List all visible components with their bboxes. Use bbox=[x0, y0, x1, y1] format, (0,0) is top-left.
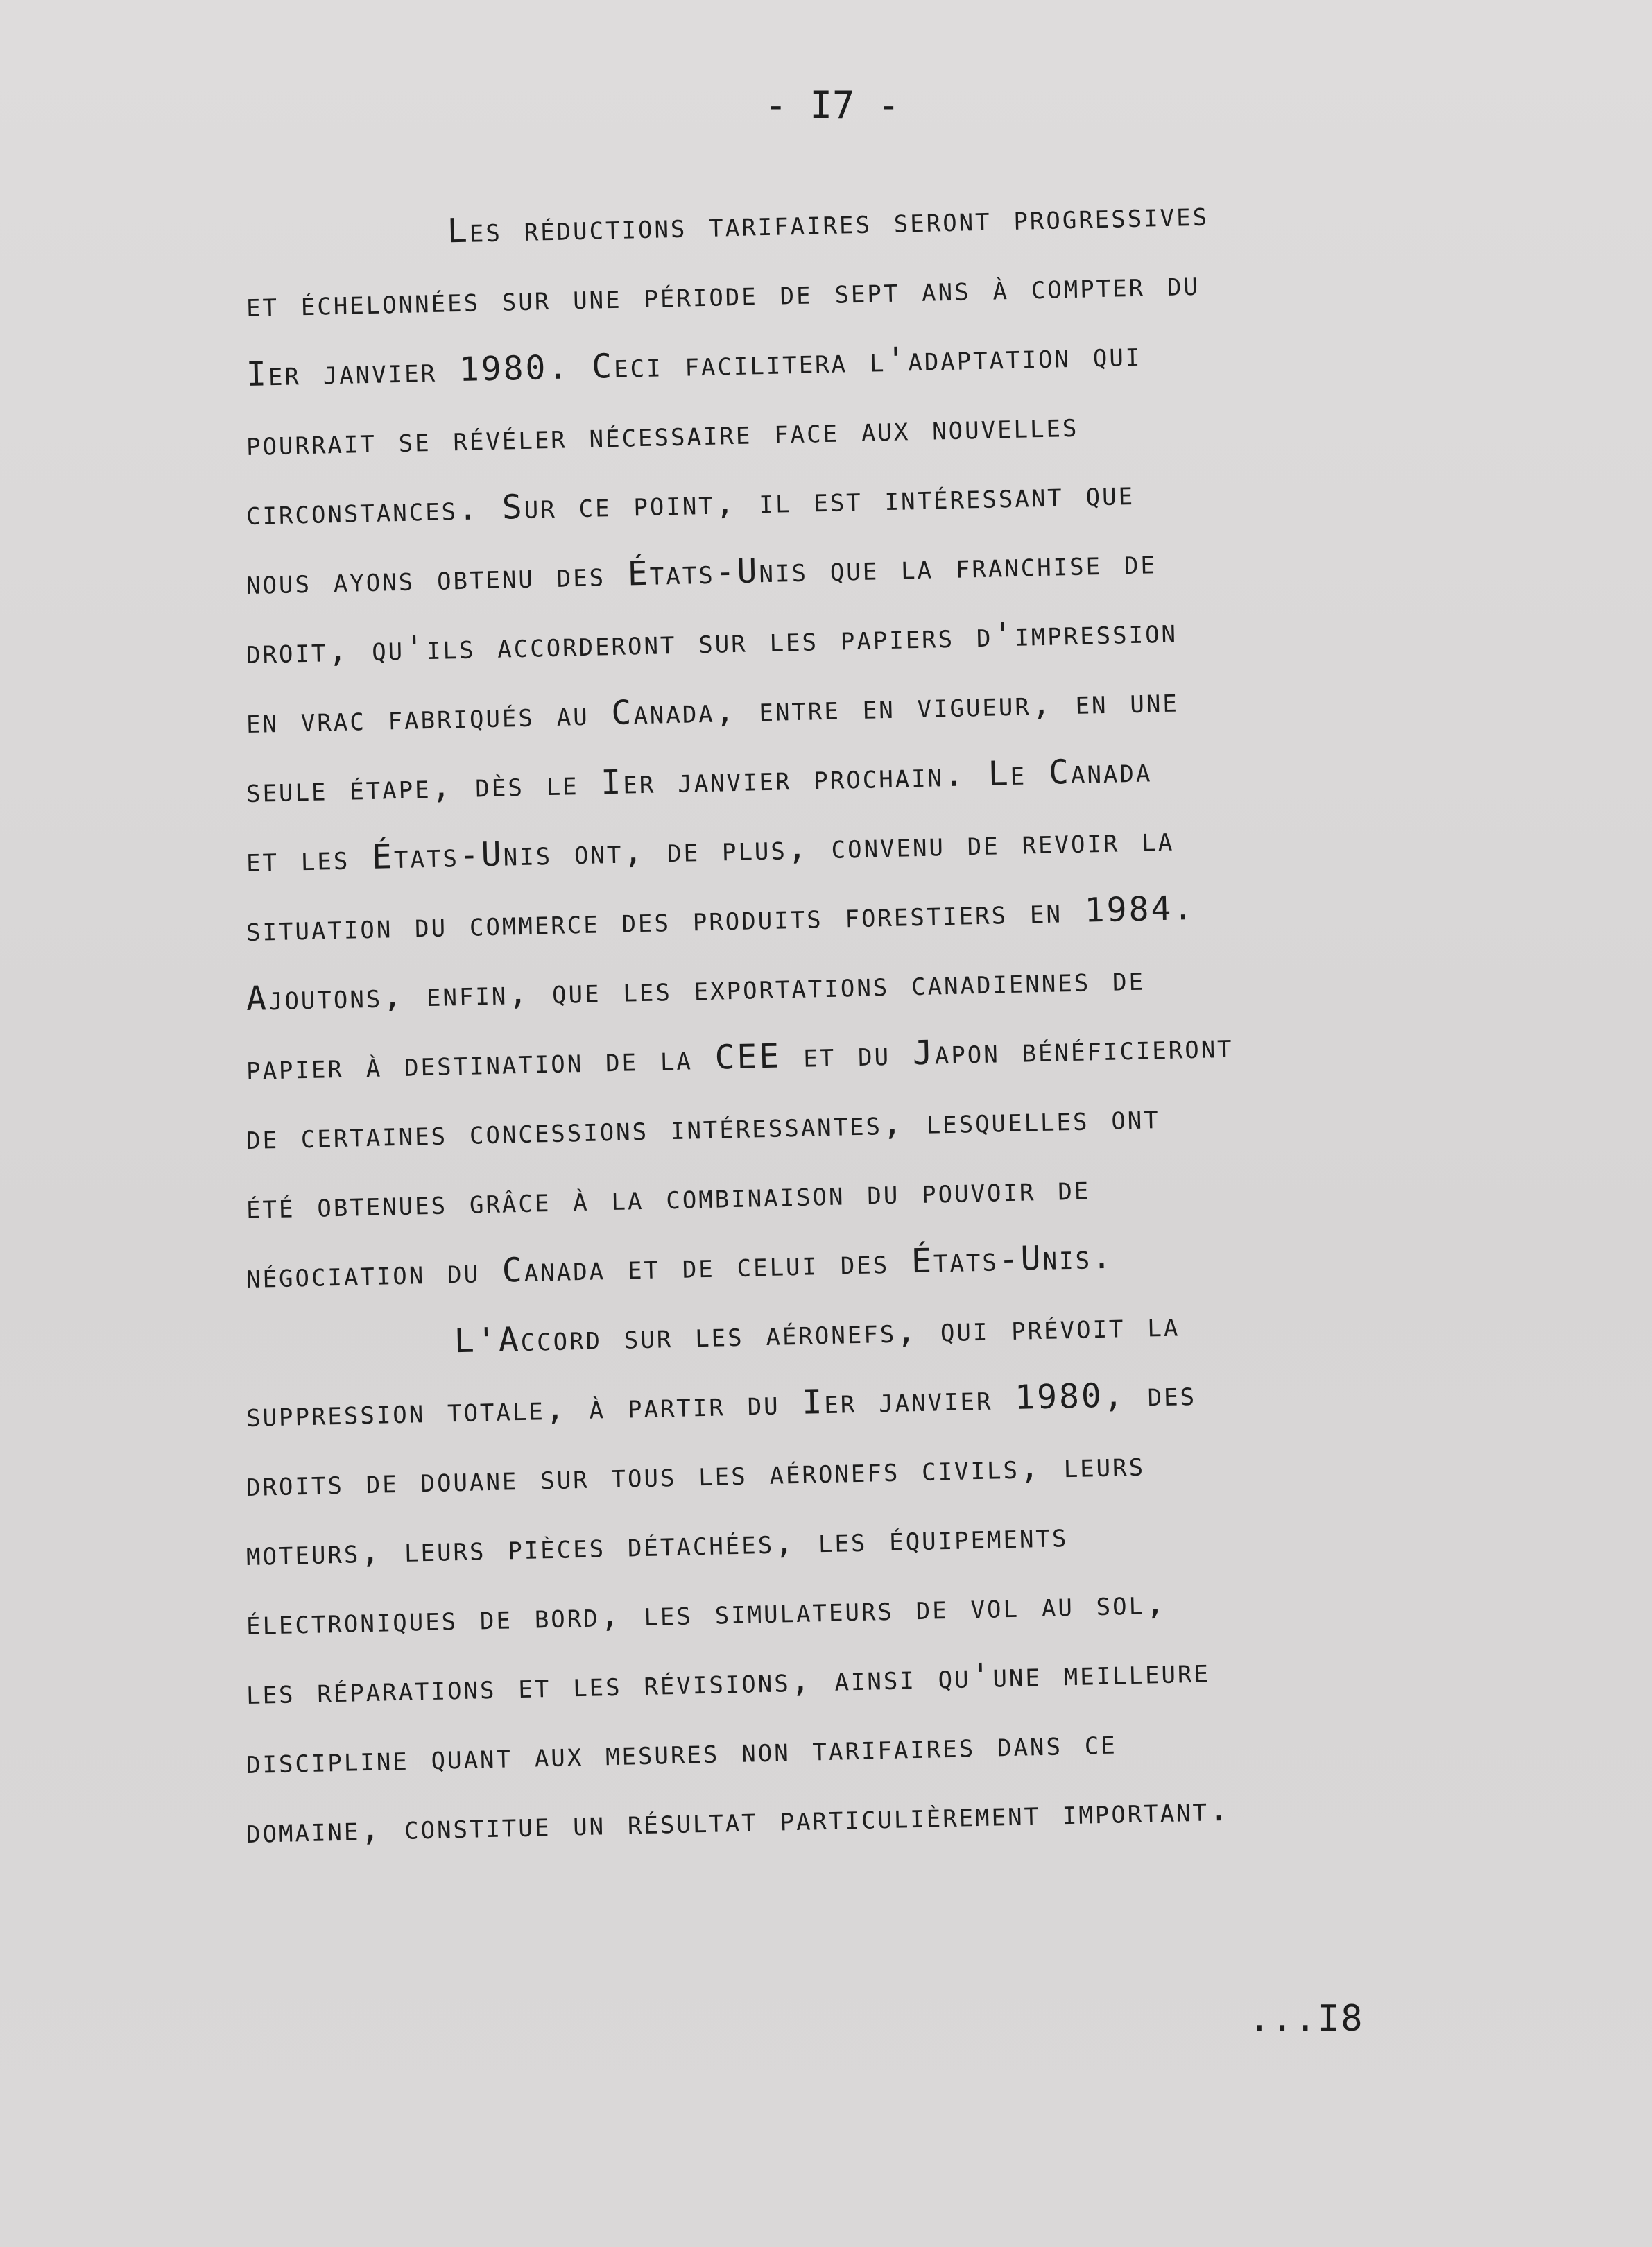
body-text bbox=[246, 194, 1453, 1866]
text-line: négociation du Canada et de celui des États-Unis. bbox=[246, 1237, 1115, 1296]
text-line: droit, qu'ils accorderont sur les papiers d'impression bbox=[246, 611, 1178, 672]
text-line: électroniques de bord, les simulateurs de vol au sol, bbox=[246, 1582, 1168, 1643]
text-line: Les réductions tarifaires seront progressives bbox=[447, 194, 1210, 251]
text-line: en vrac fabriqués au Canada, entre en vigueur, en une bbox=[246, 681, 1180, 741]
text-line: seule étape, dès le Ier janvier prochain. Le Canada bbox=[246, 751, 1153, 810]
text-line: suppression totale, à partir du Ier janvier 1980, des bbox=[246, 1374, 1197, 1435]
text-line: situation du commerce des produits forestiers en 1984. bbox=[246, 888, 1196, 949]
text-line: papier à destination de la CEE et du Japon bénéficieront bbox=[246, 1026, 1234, 1088]
text-line: les réparations et les révisions, ainsi qu'une meilleure bbox=[246, 1651, 1211, 1712]
text-line: nous ayons obtenu des États-Unis que la franchise de bbox=[246, 542, 1158, 602]
text-line: circonstances. Sur ce point, il est intéressant que bbox=[246, 473, 1135, 533]
text-line: et les États-Unis ont, de plus, convenu de revoir la bbox=[246, 819, 1175, 880]
corner-smudge bbox=[49, 28, 153, 32]
text-line: été obtenues grâce à la combinaison du pouvoir de bbox=[246, 1168, 1091, 1227]
text-line: domaine, constitue un résultat particulièrement important. bbox=[246, 1789, 1232, 1851]
text-line: moteurs, leurs pièces détachées, les équipements bbox=[246, 1516, 1069, 1573]
text-line: Ier janvier 1980. Ceci facilitera l'adaptation qui bbox=[246, 334, 1142, 394]
text-line: pourrait se révéler nécessaire face aux nouvelles bbox=[246, 405, 1079, 463]
text-line: L'Accord sur les aéronefs, qui prévoit la bbox=[454, 1305, 1180, 1361]
text-line: discipline quant aux mesures non tarifaires dans ce bbox=[246, 1723, 1118, 1782]
page-number: - I7 - bbox=[764, 83, 900, 127]
text-line: Ajoutons, enfin, que les exportations canadiennes de bbox=[246, 959, 1146, 1018]
text-line: de certaines concessions intéressantes, lesquelles ont bbox=[246, 1097, 1161, 1157]
continuation-marker: ...I8 bbox=[1248, 1998, 1364, 2040]
text-line: et échelonnées sur une période de sept ans à compter du bbox=[246, 264, 1201, 325]
text-line: droits de douane sur tous les aéronefs civils, leurs bbox=[246, 1444, 1146, 1504]
